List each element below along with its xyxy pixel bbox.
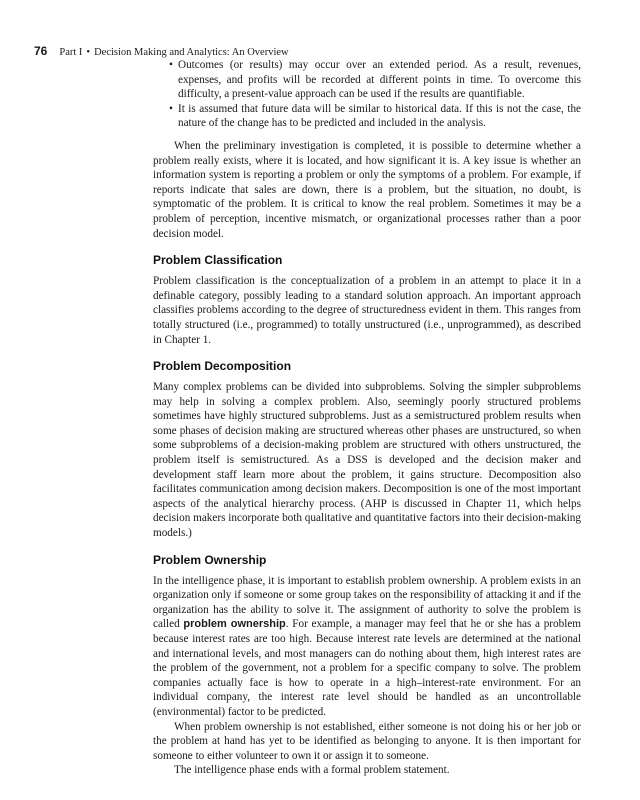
section-heading-classification: Problem Classification	[153, 253, 283, 268]
bullet-list	[153, 58, 581, 131]
header-separator: •	[86, 47, 91, 58]
key-term: problem ownership	[183, 618, 286, 631]
ownership-text-before: In the intelligence phase, it is important to establish problem ownership. A problem exists in an organization only if someone or some group takes on the responsibility of attacking it and if the organization has the ability to solve it. The assignment of authority to solve the problem is called	[153, 574, 581, 631]
bullet-text: Outcomes (or results) may occur over an extended period. As a result, revenues, expenses, and profits will be recorded at different points in time. To overcome this difficulty, a present-value approach can be used if the results are quantifiable.	[178, 59, 581, 101]
ownership-paragraph-3: The intelligence phase ends with a formal problem statement.	[174, 764, 450, 777]
decomposition-paragraph: Many complex problems can be divided into subproblems. Solving the simpler subproblems may help in solving a complex problem. Also, seemingly poorly structured problems sometimes have highly structured subproblems. Just as a semistructured problem results when some phases of decision making are structured whereas other phases are unstructured, so when some subproblems of a decision-making problem are structured with others unstructured, the problem itself is semistructured. As a DSS is developed and the decision maker and development staff learn more about the problem, it gains structure. Decomposition also facilitates communication among decision makers. Decomposition is one of the most important aspects of the analytical hierarchy process. (AHP is discussed in Chapter 11, which helps decision makers incorporate both qualitative and quantitative factors into their decision-making models.)	[153, 381, 581, 540]
bullet-item	[153, 58, 581, 102]
bullet-icon: •	[169, 59, 173, 71]
chapter-title: Decision Making and Analytics: An Overview	[94, 47, 289, 58]
part-label: Part I	[59, 47, 83, 58]
intro-paragraph: When the preliminary investigation is completed, it is possible to determine whether a problem really exists, where it is located, and how significant it is. A key issue is whether an information system is reporting a problem or only the symptoms of a problem. For example, if reports indicate that sales are down, there is a problem, but the situation, no doubt, is symptomatic of the problem. It is critical to know the real problem. Sometimes it may be a problem of perception, incentive mismatch, or organizational processes rather than a poor decision model.	[153, 139, 581, 240]
section-heading-ownership: Problem Ownership	[153, 552, 267, 567]
page-number: 76	[34, 44, 48, 58]
classification-paragraph: Problem classification is the conceptualization of a problem in an attempt to place it in a definable category, possibly leading to a standard solution approach. An important approach classifies problems according to the degree of structuredness evident in them. This ranges from totally structured (i.e., programmed) to totally unstructured (i.e., unprogrammed), as described in Chapter 1.	[153, 275, 581, 346]
bullet-text: It is assumed that future data will be similar to historical data. If this is not the case, the nature of the change has to be predicted and included in the analysis.	[178, 102, 581, 130]
ownership-paragraph-2: When problem ownership is not established, either someone is not doing his or her job or the problem at hand has yet to be identified as belonging to anyone. It is then important for someone to either volunteer to own it or assign it to someone.	[153, 720, 581, 762]
ownership-text-after: . For example, a manager may feel that he or she has a problem because interest rates are too high. Because interest rate levels are determined at the national and international levels, and most managers can do nothing about them, high interest rates are the problem of the government, not a problem for a specific company to solve. The problem companies actually face is how to operate in a high–interest-rate environment. For an individual company, the interest rate level should be handled as an uncontrollable (environmental) factor to be predicted.	[153, 618, 581, 718]
ownership-paragraph	[153, 574, 581, 720]
section-heading-decomposition: Problem Decomposition	[153, 359, 292, 374]
bullet-icon: •	[169, 102, 173, 115]
body-text	[153, 58, 581, 778]
bullet-item	[153, 102, 581, 131]
